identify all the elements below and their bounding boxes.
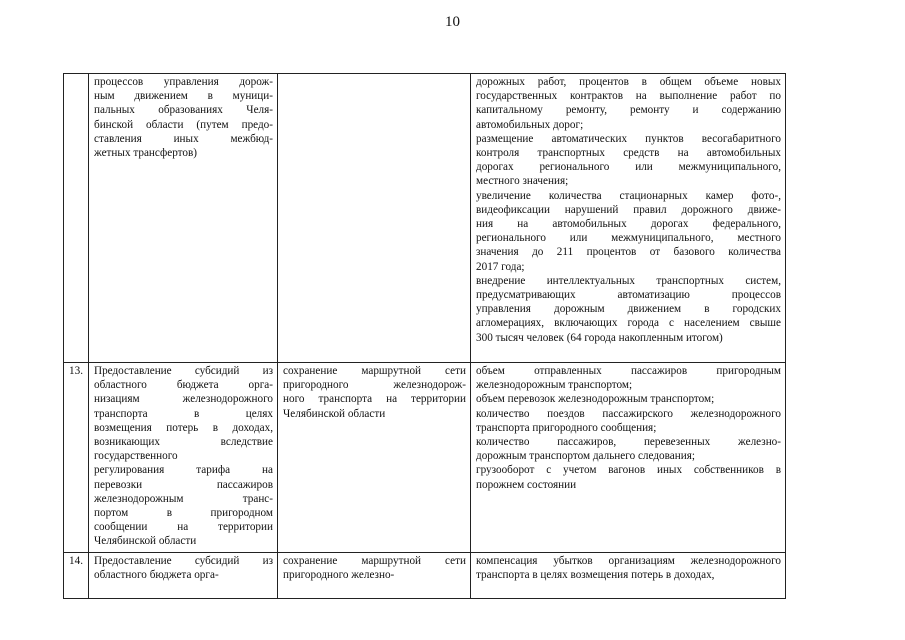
measure-goal-line: сохранение маршрутной сети: [283, 555, 466, 567]
measure-indicators-line: грузооборот с учетом вагонов иных собственников в: [476, 464, 781, 477]
measure-goal-line: пригородного железно-: [283, 569, 395, 582]
table-row: [64, 553, 786, 599]
measure-name-line: областного бюджета орга-: [94, 379, 273, 392]
measure-indicators-line: ния на автомобильных дорогах федерального,: [476, 218, 781, 231]
measure-goal-line: сохранение маршрутной сети: [283, 365, 466, 377]
measure-indicators-line: управления дорожным движением в городских: [476, 303, 781, 316]
measure-indicators-line: государственных контрактов на выполнение работ по: [476, 90, 781, 103]
measure-name-line: процессов управления дорож-: [94, 76, 273, 88]
row-number: [64, 74, 89, 363]
measure-goal: [278, 363, 471, 553]
measure-indicators-line: регионального или межмуниципального, местного: [476, 232, 781, 245]
measure-name: [89, 553, 278, 599]
measure-name-line: бинской области (путем предо-: [94, 118, 273, 131]
measure-name-line: сообщении на территории: [94, 521, 273, 534]
measure-indicators-line: объем отправленных пассажиров пригородным: [476, 365, 781, 377]
measure-name-line: железнодорожным транс-: [94, 492, 273, 505]
measure-indicators-line: количество пассажиров, перевезенных железно-: [476, 436, 781, 449]
measure-name-line: возмещения потерь в доходах,: [94, 421, 273, 434]
measure-indicators-line: транспорта пригородного сообщения;: [476, 421, 657, 434]
measure-indicators-line: предусматривающих автоматизацию процессов: [476, 289, 781, 302]
measure-indicators-line: видеофиксации нарушений правил дорожного движе-: [476, 203, 781, 216]
measure-indicators-line: объем перевозок железнодорожным транспортом;: [476, 393, 715, 406]
measure-goal-line: Челябинской области: [283, 407, 386, 420]
table-row: [64, 363, 786, 553]
measure-name-line: портом в пригородном: [94, 507, 273, 520]
measure-indicators-line: автомобильных дорог;: [476, 118, 584, 131]
measure-name-line: низациям железнодорожного: [94, 393, 273, 406]
measure-indicators-line: контроля транспортных средств на автомобильных: [476, 147, 781, 160]
measure-name-line: ным движением в муници-: [94, 90, 273, 103]
measures-table: [63, 73, 786, 599]
row-number: 13.: [64, 363, 89, 553]
measure-indicators-line: внедрение интеллектуальных транспортных систем,: [476, 274, 781, 287]
measure-indicators-line: транспорта в целях возмещения потерь в доходах,: [476, 569, 715, 582]
measure-indicators-line: компенсация убытков организациям железнодорожного: [476, 555, 781, 567]
measure-indicators: [471, 553, 786, 599]
measure-name: [89, 74, 278, 363]
measure-goal-line: пригородного железнодорож-: [283, 379, 466, 392]
measure-name: [89, 363, 278, 553]
measure-name-line: регулирования тарифа на: [94, 464, 273, 477]
measure-goal: [278, 553, 471, 599]
measure-name-line: Челябинской области: [94, 535, 197, 548]
measure-name-line: транспорта в целях: [94, 407, 273, 420]
measure-indicators-line: местного значения;: [476, 175, 569, 188]
measure-indicators-line: дорожным транспортом дальнего следования;: [476, 450, 695, 463]
measure-indicators-line: количество поездов пассажирского железнодорожного: [476, 407, 781, 420]
measure-name-line: Предоставление субсидий из: [94, 365, 273, 377]
measure-indicators-line: порожнем состоянии: [476, 478, 577, 491]
measure-indicators-line: значения до 211 процентов от базового количества: [476, 246, 781, 259]
measure-indicators-line: капитальному ремонту, ремонту и содержанию: [476, 104, 781, 117]
measure-indicators: [471, 363, 786, 553]
measure-name-line: областного бюджета орга-: [94, 569, 219, 582]
measure-indicators-line: агломерациях, включающих города с населением свыше: [476, 317, 781, 330]
measure-name-line: Предоставление субсидий из: [94, 555, 273, 567]
measure-indicators-line: дорогах регионального или межмуниципального,: [476, 161, 781, 174]
row-number: 14.: [64, 553, 89, 599]
measure-name-line: государственного: [94, 450, 178, 463]
measure-name-line: пальных образованиях Челя-: [94, 104, 273, 117]
measure-name-line: перевозки пассажиров: [94, 478, 273, 491]
measure-name-line: возникающих вследствие: [94, 436, 273, 449]
measure-indicators-line: 2017 года;: [476, 260, 525, 273]
measure-name-line: ставления иных межбюд-: [94, 132, 273, 145]
measure-indicators-line: 300 тысяч человек (64 города накопленным итогом): [476, 331, 723, 344]
measure-goal-line: ного транспорта на территории: [283, 393, 466, 406]
page-number: 10: [445, 14, 460, 30]
measure-name-line: жетных трансфертов): [94, 147, 198, 160]
measure-indicators-line: увеличение количества стационарных камер фото-,: [476, 189, 781, 202]
measure-indicators: [471, 74, 786, 363]
measure-indicators-line: дорожных работ, процентов в общем объеме новых: [476, 76, 781, 88]
measure-indicators-line: размещение автоматических пунктов весогабаритного: [476, 132, 781, 145]
measure-indicators-line: железнодорожным транспортом;: [476, 379, 633, 392]
measure-goal: [278, 74, 471, 363]
table-row: [64, 74, 786, 363]
